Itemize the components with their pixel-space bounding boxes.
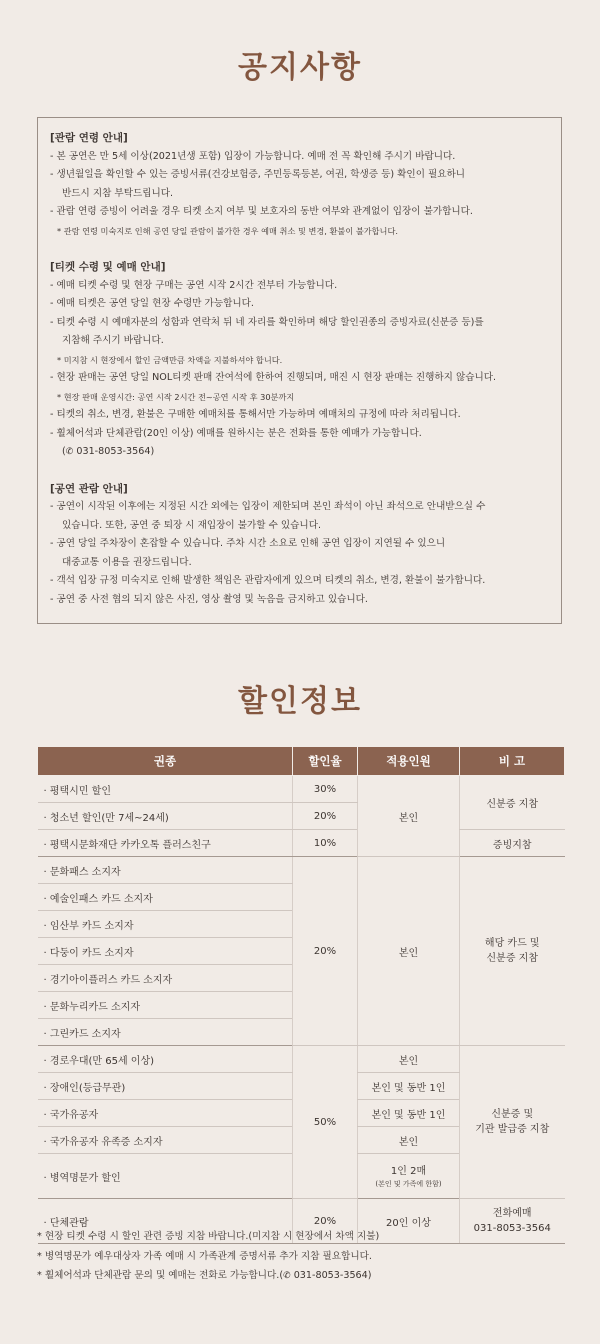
ticket-line: - 휠체어석과 단체관람(20인 이상) 예매를 원하시는 분은 전화를 통한 예매가 가능합니다. (50, 427, 422, 439)
table-header-row (38, 747, 565, 776)
table-row (38, 857, 565, 884)
note: 신분증 지참 (460, 776, 565, 830)
paren: ) (367, 1270, 372, 1281)
phone-icon: ✆ (65, 447, 74, 457)
people: 본인 및 동반 1인 (358, 1073, 460, 1100)
ticket-name: · 다둥이 카드 소지자 (38, 938, 293, 965)
people-line: 1인 2매 (390, 1165, 427, 1177)
rate: 50% (293, 1046, 358, 1199)
ticket-line: - 예매 티켓은 공연 당일 현장 수령만 가능합니다. (50, 298, 254, 309)
viewing-line: - 객석 입장 규정 미숙지로 인해 발생한 책임은 관람자에게 있으며 티켓의 취소, 변경, 환불이 불가합니다. (50, 575, 486, 586)
age-note: * 관람 연령 미숙지로 인해 공연 당일 관람이 불가한 경우 예매 취소 및 변경, 환불이 불가합니다. (57, 225, 398, 236)
people: 20인 이상 (358, 1199, 460, 1244)
viewing-line: - 공연이 시작된 이후에는 지정된 시간 외에는 입장이 제한되며 본인 좌석이 아닌 좌석으로 안내받으실 수 (50, 501, 486, 512)
phone-icon: ✆ (283, 1271, 291, 1281)
ticket-phone-line (50, 443, 551, 462)
people: 본인 (358, 776, 460, 857)
ticket-name: · 문화패스 소지자 (38, 857, 293, 884)
ticket-name: · 국가유공자 유족증 소지자 (38, 1127, 293, 1154)
ticket-line: 지참해 주시기 바랍니다. (62, 335, 164, 346)
discount-table (37, 746, 565, 1244)
viewing-line: - 공연 중 사전 협의 되지 않은 사진, 영상 촬영 및 녹음을 금지하고 있습니다. (50, 593, 368, 605)
notice-title: 공지사항 (238, 50, 362, 85)
ticket-name: · 예술인패스 카드 소지자 (38, 884, 293, 911)
ticket-name: · 청소년 할인(만 7세~24세) (38, 803, 293, 830)
ticket-name: · 문화누리카드 소지자 (38, 992, 293, 1019)
ticket-name: · 단체관람 (38, 1199, 293, 1244)
rate: 20% (293, 803, 358, 830)
phone-number[interactable]: 031-8053-3564 (76, 446, 151, 457)
note (460, 1046, 565, 1199)
ticket-heading: [티켓 수령 및 예매 안내] (50, 261, 166, 273)
notice-box (37, 117, 562, 624)
people: 본인 (358, 1046, 460, 1073)
viewing-line: 대중교통 이용을 권장드립니다. (62, 556, 192, 568)
header-rate: 할인율 (293, 747, 358, 776)
header-ticket-type: 권종 (38, 747, 293, 776)
ticket-name: · 경기아이플러스 카드 소지자 (38, 965, 293, 992)
people: 본인 및 동반 1인 (358, 1100, 460, 1127)
ticket-line: - 티켓 수령 시 예매자분의 성함과 연락처 뒤 네 자리를 확인하며 해당 할인권종의 증빙자료(신분증 등)를 (50, 316, 484, 328)
viewing-heading: [공연 관람 안내] (50, 482, 128, 495)
note-line: 신분증 지참 (486, 953, 538, 964)
note-phone[interactable]: 031-8053-3564 (473, 1223, 551, 1234)
phone-number[interactable]: 031-8053-3564 (293, 1270, 368, 1281)
viewing-line: 있습니다. 또한, 공연 중 퇴장 시 재입장이 불가할 수 있습니다. (62, 519, 322, 531)
footnote: * 현장 티켓 수령 시 할인 관련 증빙 지참 바랍니다.(미지참 시 현장에서 차액 지불) (37, 1231, 380, 1242)
ticket-name: · 병역명문가 할인 (38, 1154, 293, 1199)
footnote (37, 1266, 567, 1287)
people: 본인 (358, 857, 460, 1046)
people (358, 1154, 460, 1199)
footnote: * 병역명문가 예우대상자 가족 예매 시 가족관계 증명서류 추가 지참 필요합니다. (37, 1250, 372, 1262)
age-line: - 본 공연은 만 5세 이상(2021년생 포함) 입장이 가능합니다. 예매 전 꼭 확인해 주시기 바랍니다. (50, 150, 456, 162)
table-row (38, 830, 565, 857)
note (460, 857, 565, 1046)
note-line: 기관 발급증 지참 (475, 1124, 550, 1135)
rate: 30% (293, 776, 358, 803)
ticket-note: * 현장 판매 운영시간: 공연 시작 2시간 전~공연 시작 후 30분까지 (57, 391, 295, 402)
header-note: 비 고 (460, 747, 565, 776)
footnotes (37, 1227, 567, 1287)
note-line: 신분증 및 (491, 1109, 534, 1120)
ticket-name: · 장애인(등급무관) (38, 1073, 293, 1100)
note-line: 해당 카드 및 (484, 938, 540, 949)
rate: 10% (293, 830, 358, 857)
paren: ( (62, 446, 66, 457)
header-people: 적용인원 (358, 747, 460, 776)
ticket-name: · 평택시민 할인 (38, 776, 293, 803)
people-subline: (본인 및 가족에 한함) (375, 1179, 442, 1188)
viewing-line: - 공연 당일 주차장이 혼잡할 수 있습니다. 주차 시간 소요로 인해 공연 입장이 지연될 수 있으니 (50, 538, 446, 549)
ticket-line: - 티켓의 취소, 변경, 환불은 구매한 예매처를 통해서만 가능하며 예매처의 규정에 따라 처리됩니다. (50, 409, 461, 420)
note-line: 전화예매 (492, 1208, 532, 1219)
paren: ) (150, 446, 155, 457)
ticket-line: - 예매 티켓 수령 및 현장 구매는 공연 시작 2시간 전부터 가능합니다. (50, 279, 338, 291)
ticket-note: * 미지참 시 현장에서 할인 금액만큼 차액을 지불하셔야 합니다. (57, 354, 283, 365)
rate: 20% (293, 857, 358, 1046)
ticket-line: - 현장 판매는 공연 당일 NOL티켓 판매 잔여석에 한하여 진행되며, 매진 시 현장 판매는 진행하지 않습니다. (50, 372, 497, 383)
age-line: - 관람 연령 증빙이 어려울 경우 티켓 소지 여부 및 보호자의 동반 여부와 관계없이 입장이 불가합니다. (50, 206, 473, 217)
footnote-text: * 휠체어석과 단체관람 문의 및 예매는 전화로 가능합니다.( (37, 1270, 284, 1281)
ticket-name: · 국가유공자 (38, 1100, 293, 1127)
rate: 20% (293, 1199, 358, 1244)
people: 본인 (358, 1127, 460, 1154)
ticket-name: · 임산부 카드 소지자 (38, 911, 293, 938)
age-heading: [관람 연령 안내] (50, 132, 128, 144)
age-line: - 생년월일을 확인할 수 있는 증빙서류(건강보험증, 주민등록등본, 여권, 학생증 등) 확인이 필요하니 (50, 169, 466, 180)
ticket-name: · 경로우대(만 65세 이상) (38, 1046, 293, 1073)
table-row (38, 776, 565, 803)
ticket-name: · 평택시문화재단 카카오톡 플러스친구 (38, 830, 293, 857)
table-row (38, 1046, 565, 1073)
ticket-name: · 그린카드 소지자 (38, 1019, 293, 1046)
age-line: 반드시 지참 부탁드립니다. (62, 187, 174, 199)
discount-title: 할인정보 (238, 684, 362, 719)
note: 증빙지참 (460, 830, 565, 857)
